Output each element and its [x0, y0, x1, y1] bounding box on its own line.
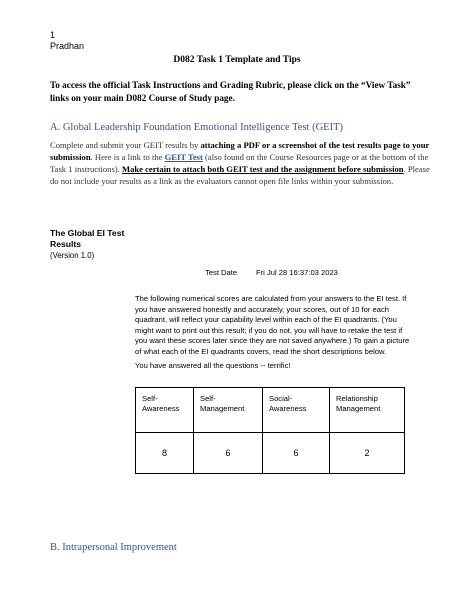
para-text-4: . Please do not include your results as a link as the evaluators cannot open file links within your submission.: [50, 164, 430, 186]
test-date-value: Fri Jul 28 16:37:03 2023: [256, 268, 338, 277]
results-title-line2: Results: [50, 239, 82, 249]
header-self-management: [194, 388, 263, 433]
scores-table: [135, 387, 405, 474]
para-text-3: (also found on the Course Resources page or at the bottom of the Task 1 instructions).: [50, 152, 429, 174]
document-title: D082 Task 1 Template and Tips: [173, 55, 301, 65]
page-header: [50, 30, 84, 52]
score-social-awareness: 6: [263, 433, 330, 474]
results-version: (Version 1.0): [50, 251, 95, 260]
table-header-row: [136, 388, 405, 433]
para-bold-1: attaching a PDF or a screenshot of the test results page to your submission: [50, 140, 430, 162]
answered-message: You have answered all the questions -- terrific!: [135, 361, 291, 370]
test-date-label: Test Date: [205, 268, 238, 277]
score-relationship-management: 2: [330, 433, 405, 474]
intro-paragraph: To access the official Task Instructions and Grading Rubric, please click on the “View Task” links on your main D082 Course of Study page.: [50, 80, 411, 103]
header-relationship-management: [330, 388, 405, 433]
header-label: Self- Management: [200, 394, 245, 413]
geit-test-link[interactable]: GEIT Test: [164, 152, 203, 162]
section-a-heading: A. Global Leadership Foundation Emotional Intelligence Test (GEIT): [50, 122, 343, 133]
results-title-line1: The Global EI Test: [50, 228, 125, 238]
author-name: Pradhan: [50, 41, 85, 51]
para-text-1: Complete and submit your GEIT results by: [50, 140, 201, 150]
header-social-awareness: [263, 388, 330, 433]
header-label: Relationship Management: [336, 394, 381, 413]
score-self-awareness: 8: [136, 433, 194, 474]
header-self-awareness: [136, 388, 194, 433]
results-title: [50, 228, 124, 250]
section-a-paragraph: [50, 139, 430, 187]
results-description: The following numerical scores are calculated from your answers to the EI test. If you have answered honestly and accurately, your scores, out of 10 for each quadrant, will reflect your capability level within each of the EI quadrants. (You might want to print out this result; if you do not, you will have to retake the test if you want these scores later since they are not saved anywhere.) To gain a picture of what each of the EI quadrants covers, read the short descriptions below.: [135, 294, 410, 356]
para-bold-2: Make certain to attach both GEIT test and the assignment before submission: [121, 164, 404, 174]
score-self-management: 6: [194, 433, 263, 474]
table-row: [136, 433, 405, 474]
page-number: 1: [50, 30, 56, 40]
section-b-heading: B. Intrapersonal Improvement: [50, 542, 177, 553]
header-label: Social- Awareness: [269, 394, 307, 413]
para-text-2: . Here is a link to the: [90, 152, 165, 162]
header-label: Self- Awareness: [142, 394, 180, 413]
